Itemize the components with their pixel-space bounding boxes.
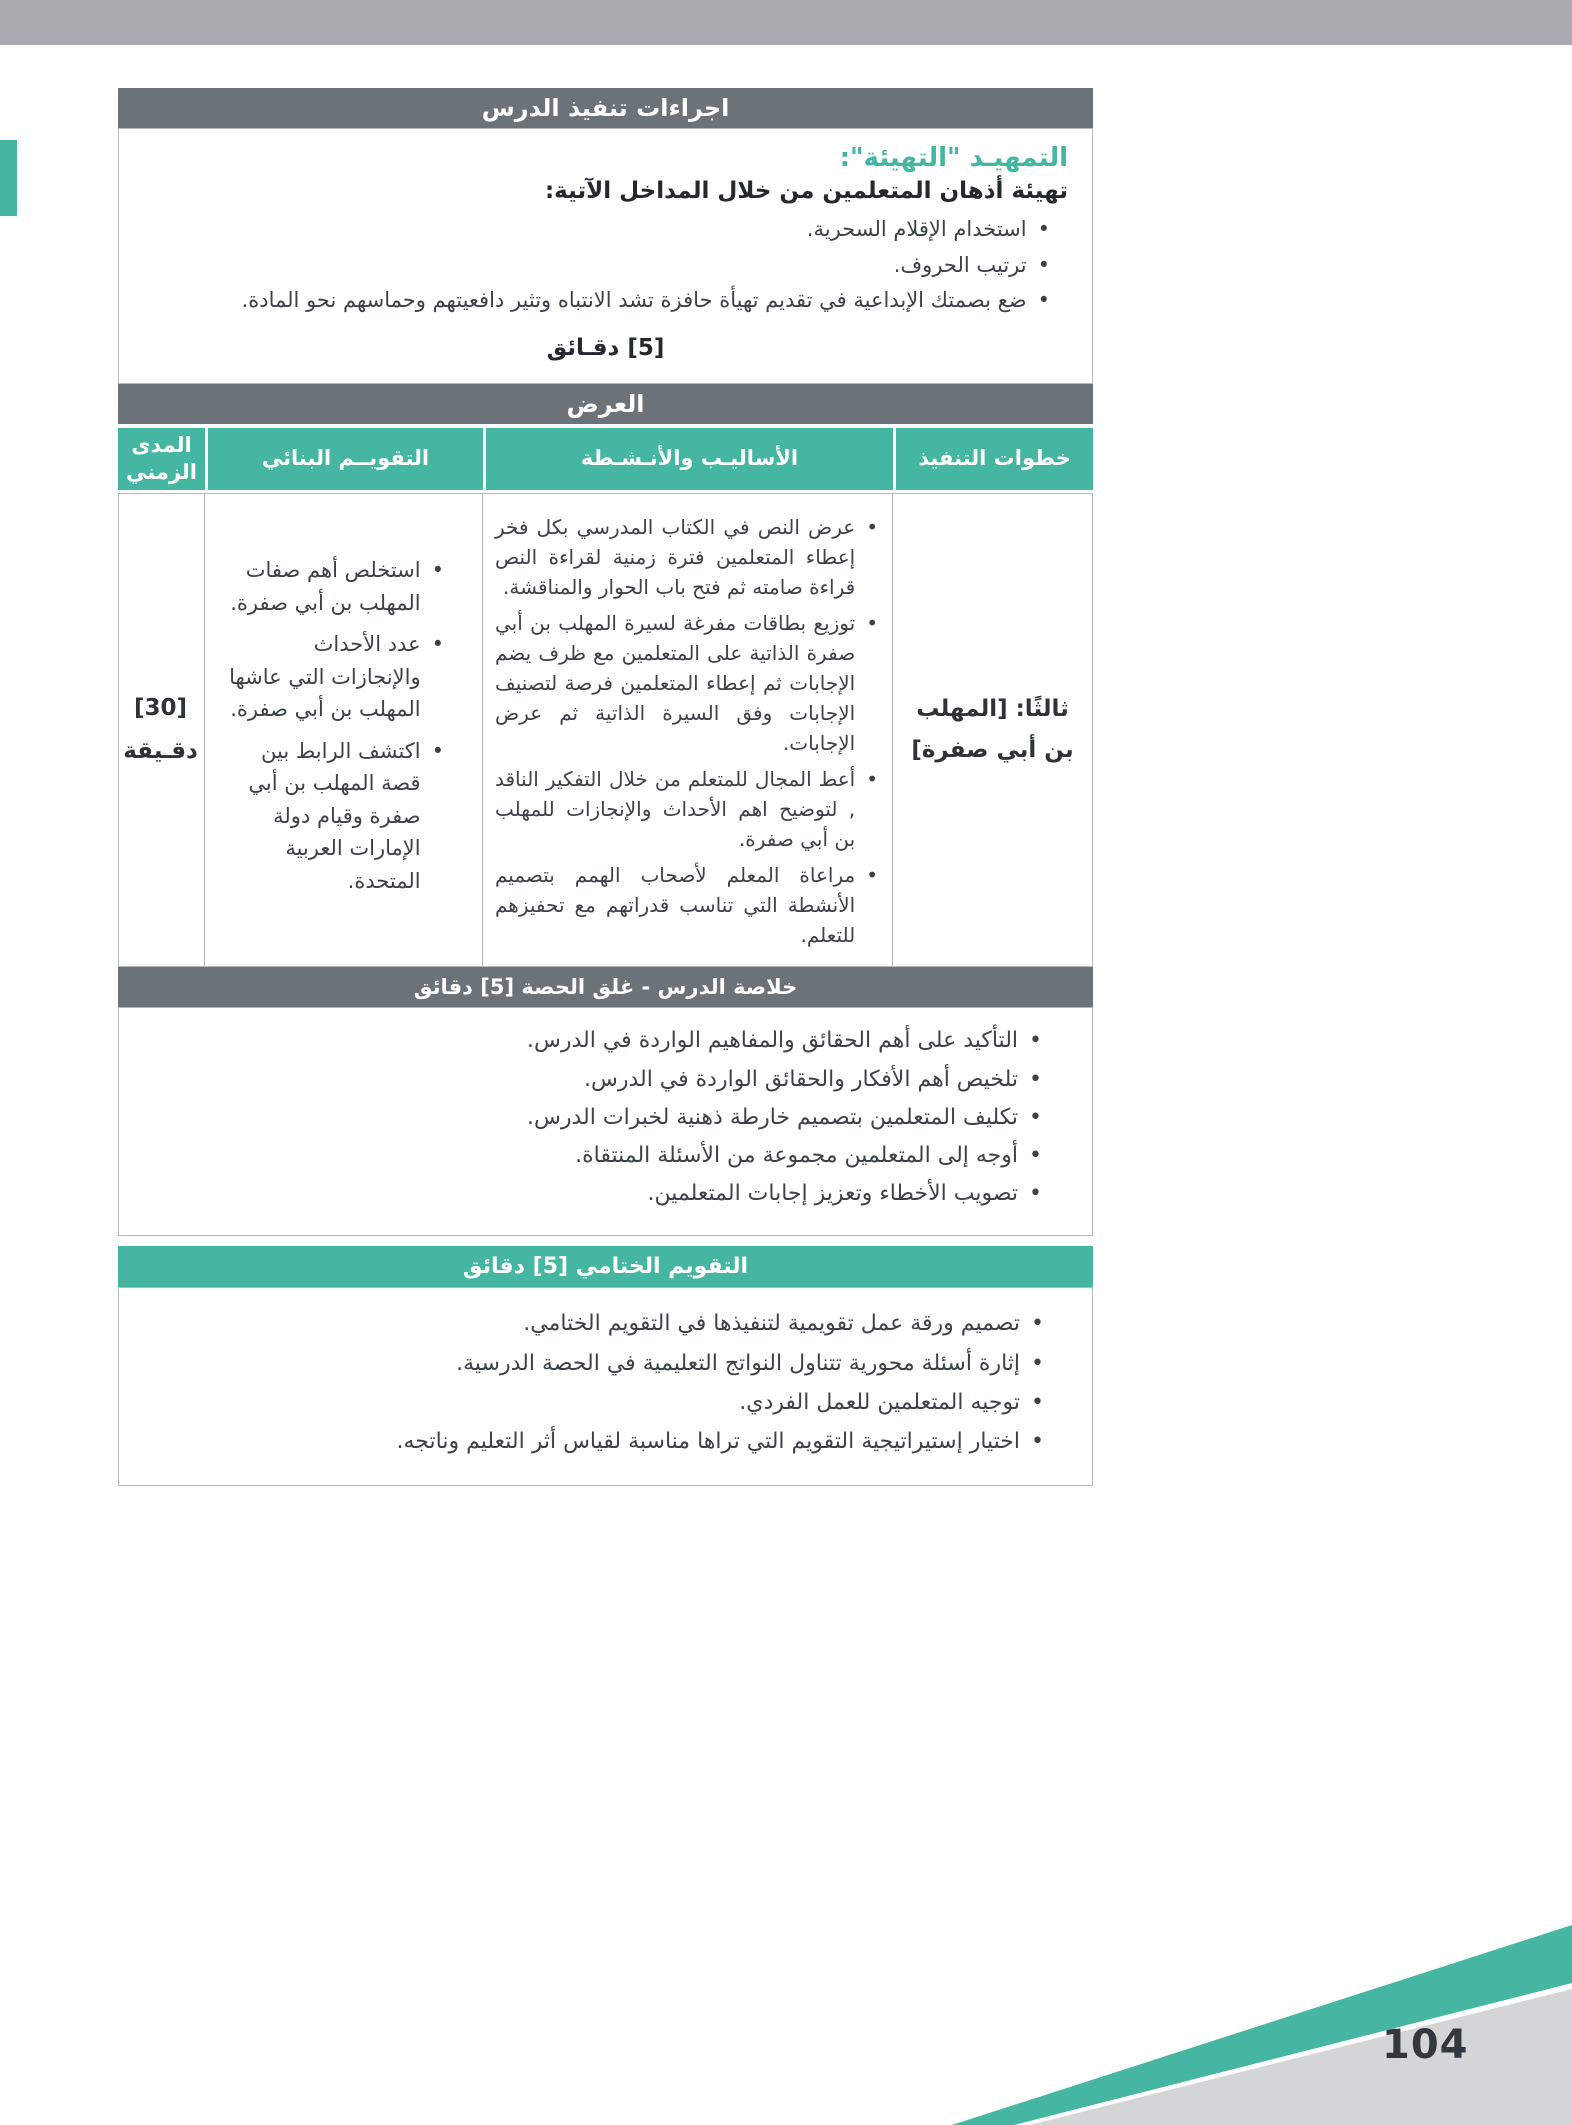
column-header-assessment: التقويــم البنائي bbox=[205, 428, 483, 491]
bullet-text: التأكيد على أهم الحقائق والمفاهيم الواردة في الدرس. bbox=[527, 1028, 1019, 1054]
bullet-icon: • bbox=[1037, 217, 1050, 241]
list-item bbox=[155, 1139, 1042, 1173]
list-item bbox=[225, 554, 444, 619]
section-header-procedures bbox=[118, 88, 1093, 128]
bullet-icon: • bbox=[1037, 288, 1050, 313]
list-item bbox=[495, 764, 878, 854]
intro-duration: [5] دقـائق bbox=[546, 334, 665, 361]
bullet-icon: • bbox=[431, 738, 444, 763]
list-item bbox=[155, 1177, 1042, 1211]
bullet-text: مراعاة المعلم لأصحاب الهمم بتصميم الأنشطة التي تناسب قدراتهم مع تحفيزهم للتعلم. bbox=[495, 863, 856, 948]
column-header-time: المدى الزمني bbox=[118, 428, 205, 491]
bullet-icon: • bbox=[866, 767, 878, 792]
list-item bbox=[495, 860, 878, 950]
final-bullet-list bbox=[155, 1306, 1044, 1459]
bullet-icon: • bbox=[1029, 1028, 1042, 1054]
list-item bbox=[155, 1306, 1044, 1341]
bullet-icon: • bbox=[431, 558, 444, 582]
bullet-text: استخدام الإقلام السحرية. bbox=[806, 217, 1027, 241]
assessment-bullet-list bbox=[225, 554, 444, 906]
closing-title: خلاصة الدرس - غلق الحصة [5] دقائق bbox=[413, 975, 798, 1000]
column-header-methods: الأساليـب والأنـشـطة bbox=[483, 428, 893, 491]
bullet-text: اختيار إستيراتيجية التقويم التي تراها مناسبة لقياس أثر التعليم وناتجه. bbox=[396, 1429, 1021, 1455]
list-item bbox=[155, 1101, 1042, 1135]
lesson-plan-content bbox=[118, 88, 1093, 1486]
bullet-icon: • bbox=[866, 515, 878, 540]
intro-section bbox=[118, 128, 1093, 384]
procedures-title: اجراءات تنفيذ الدرس bbox=[481, 94, 730, 122]
bullet-icon: • bbox=[1031, 1350, 1044, 1376]
section-header-presentation bbox=[118, 384, 1093, 424]
bullet-icon: • bbox=[866, 863, 878, 888]
bullet-text: ضع بصمتك الإبداعية في تقديم تهيأة حافزة تشد الانتباه وتثير دافعيتهم وحماسهم نحو المادة. bbox=[241, 288, 1027, 313]
bullet-icon: • bbox=[1031, 1389, 1044, 1415]
steps-text: ثالثًا: [المهلب بن أبي صفرة] bbox=[911, 695, 1074, 764]
presentation-table-row bbox=[118, 493, 1093, 967]
corner-decoration bbox=[952, 1913, 1572, 2125]
intro-bullet-list bbox=[143, 213, 1068, 317]
bullet-text: تصويب الأخطاء وتعزيز إجابات المتعلمين. bbox=[647, 1180, 1019, 1206]
bullet-text: تصميم ورقة عمل تقويمية لتنفيذها في التقويم الختامي. bbox=[523, 1311, 1021, 1337]
list-item bbox=[143, 213, 1050, 246]
closing-section bbox=[118, 1007, 1093, 1235]
list-item bbox=[143, 249, 1050, 282]
list-item bbox=[155, 1346, 1044, 1381]
list-item bbox=[155, 1063, 1042, 1097]
section-header-final-assessment bbox=[118, 1246, 1093, 1288]
bullet-icon: • bbox=[866, 611, 878, 636]
corner-gray-triangle bbox=[1030, 1989, 1572, 2125]
intro-subheading: تهيئة أذهان المتعلمين من خلال المداخل الآتية: bbox=[544, 178, 1068, 204]
time-cell bbox=[117, 494, 204, 966]
list-item bbox=[495, 512, 878, 602]
bullet-icon: • bbox=[1037, 252, 1050, 277]
list-item bbox=[155, 1424, 1044, 1459]
steps-cell bbox=[892, 494, 1092, 966]
list-item bbox=[143, 284, 1050, 317]
bullet-text: عدد الأحداث والإنجازات التي عاشها المهلب بن أبي صفرة. bbox=[229, 632, 421, 722]
bullet-text: توجيه المتعلمين للعمل الفردي. bbox=[739, 1389, 1021, 1415]
bullet-text: عرض النص في الكتاب المدرسي بكل فخر إعطاء المتعلمين فترة زمنية لقراءة النص قراءة صامته ثم فتح باب الحوار والمناقشة. bbox=[495, 515, 856, 600]
list-item bbox=[155, 1385, 1044, 1420]
presentation-table-header bbox=[118, 428, 1093, 491]
bullet-text: إثارة أسئلة محورية تتناول النواتج التعليمية في الحصة الدرسية. bbox=[456, 1350, 1021, 1376]
methods-cell bbox=[482, 494, 892, 966]
bullet-text: أوجه إلى المتعلمين مجموعة من الأسئلة المنتقاة. bbox=[575, 1142, 1019, 1168]
bullet-text: تكليف المتعلمين بتصميم خارطة ذهنية لخبرات الدرس. bbox=[527, 1104, 1019, 1130]
assessment-cell bbox=[204, 494, 482, 966]
left-teal-accent bbox=[0, 140, 17, 216]
bullet-icon: • bbox=[1029, 1104, 1042, 1130]
closing-bullet-list bbox=[155, 1024, 1042, 1210]
methods-bullet-list bbox=[495, 512, 878, 950]
bullet-icon: • bbox=[1029, 1142, 1042, 1168]
final-assessment-title: التقويم الختامي [5] دقائق bbox=[462, 1253, 749, 1279]
list-item bbox=[155, 1024, 1042, 1058]
bullet-text: استخلص أهم صفات المهلب بن أبي صفرة. bbox=[230, 558, 421, 615]
intro-heading: التمهيـد "التهيئة": bbox=[839, 143, 1068, 173]
list-item bbox=[225, 628, 444, 726]
presentation-title: العرض bbox=[566, 389, 645, 418]
final-assessment-section bbox=[118, 1287, 1093, 1486]
column-header-steps: خطوات التنفيذ bbox=[893, 428, 1093, 491]
bullet-text: توزيع بطاقات مفرغة لسيرة المهلب بن أبي صفرة الذاتية على المتعلمين مع ظرف يضم الإجابات ثم إعطاء المتعلمين فرصة لتصنيف الإجابات وفق السيرة الذاتية ثم عرض الإجابات. bbox=[495, 611, 856, 756]
bullet-text: ترتيب الحروف. bbox=[893, 252, 1027, 277]
bullet-text: اكتشف الرابط بين قصة المهلب بن أبي صفرة وقيام دولة الإمارات العربية المتحدة. bbox=[248, 738, 421, 893]
section-header-closing bbox=[118, 967, 1093, 1007]
bullet-icon: • bbox=[1029, 1066, 1042, 1092]
bullet-icon: • bbox=[431, 632, 444, 657]
page-number: 104 bbox=[1382, 2022, 1469, 2068]
bullet-text: تلخيص أهم الأفكار والحقائق الواردة في الدرس. bbox=[583, 1066, 1019, 1092]
top-gray-band bbox=[0, 0, 1572, 45]
bullet-text: أعط المجال للمتعلم من خلال التفكير الناقد , لتوضيح اهم الأحداث والإنجازات للمهلب بن أبي صفرة. bbox=[495, 767, 856, 852]
bullet-icon: • bbox=[1031, 1429, 1044, 1455]
list-item bbox=[495, 608, 878, 758]
bullet-icon: • bbox=[1029, 1180, 1042, 1206]
list-item bbox=[225, 735, 444, 898]
bullet-icon: • bbox=[1031, 1311, 1044, 1337]
time-text: [30] دقـيقة bbox=[123, 694, 198, 765]
